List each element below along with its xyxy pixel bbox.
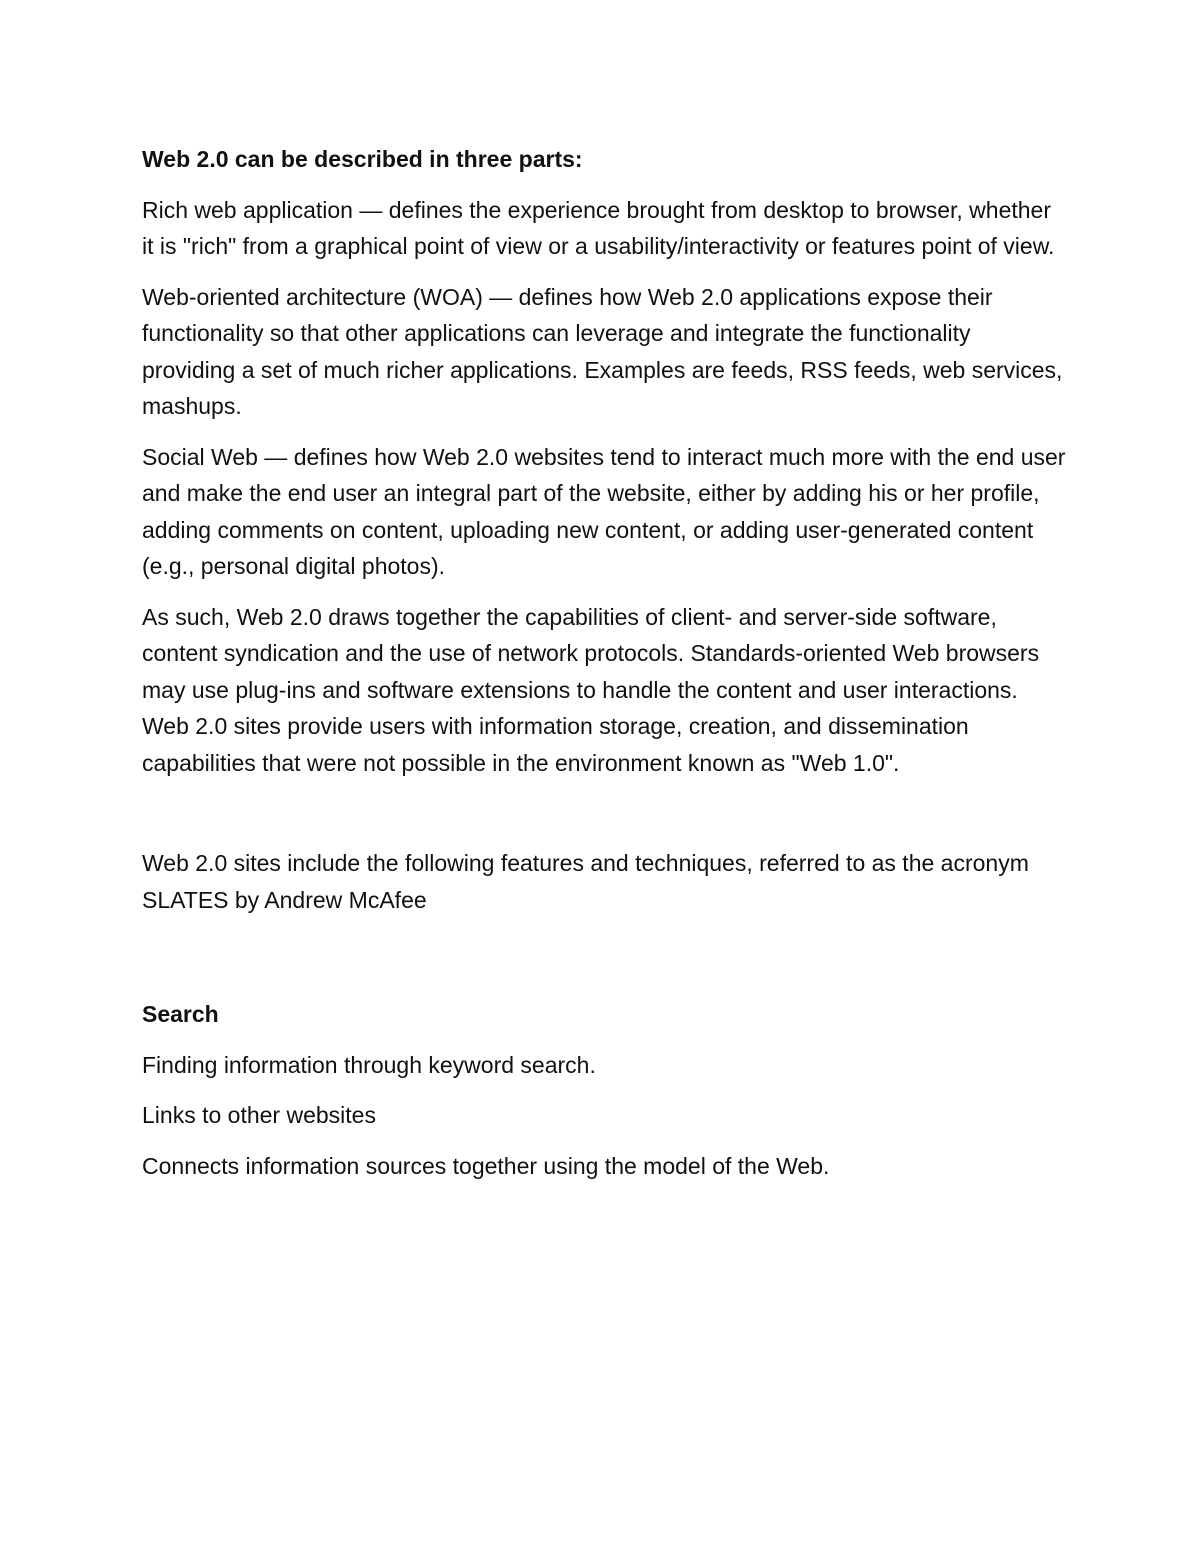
spacer [142,795,1067,845]
document-body [142,141,1067,1198]
paragraph-web-oriented-architecture: Web-oriented architecture (WOA) — defines how Web 2.0 applications expose their functionality so that other applications can leverage and integrate the functionality providing a set of much richer applications. Examples are feeds, RSS feeds, web services, mashups. [142,283,1063,419]
search-line-keyword: Finding information through keyword search. [142,1051,596,1078]
paragraph-slates-intro: Web 2.0 sites include the following features and techniques, referred to as the acronym SLATES by Andrew McAfee [142,850,1029,913]
search-line-connects: Connects information sources together using the model of the Web. [142,1152,830,1179]
paragraph-social-web: Social Web — defines how Web 2.0 websites tend to interact much more with the end user and make the end user an integral part of the website, either by adding his or her profile, adding comments on content, uploading new content, or adding user-generated content (e.g., personal digital photos). [142,443,1066,579]
spacer [142,932,1067,996]
paragraph-rich-web-application: Rich web application — defines the experience brought from desktop to browser, whether it is "rich" from a graphical point of view or a usability/interactivity or features point of view. [142,196,1055,259]
document-heading: Web 2.0 can be described in three parts: [142,146,583,172]
paragraph-as-such: As such, Web 2.0 draws together the capabilities of client- and server-side software, content syndication and the use of network protocols. Standards-oriented Web browsers may use plug-ins and software extensions to handle the content and user interactions. Web 2.0 sites provide users with information storage, creation, and dissemination capabilities that were not possible in the environment known as "Web 1.0". [142,603,1040,776]
section-heading-search: Search [142,1001,219,1027]
search-line-links-heading: Links to other websites [142,1102,376,1128]
